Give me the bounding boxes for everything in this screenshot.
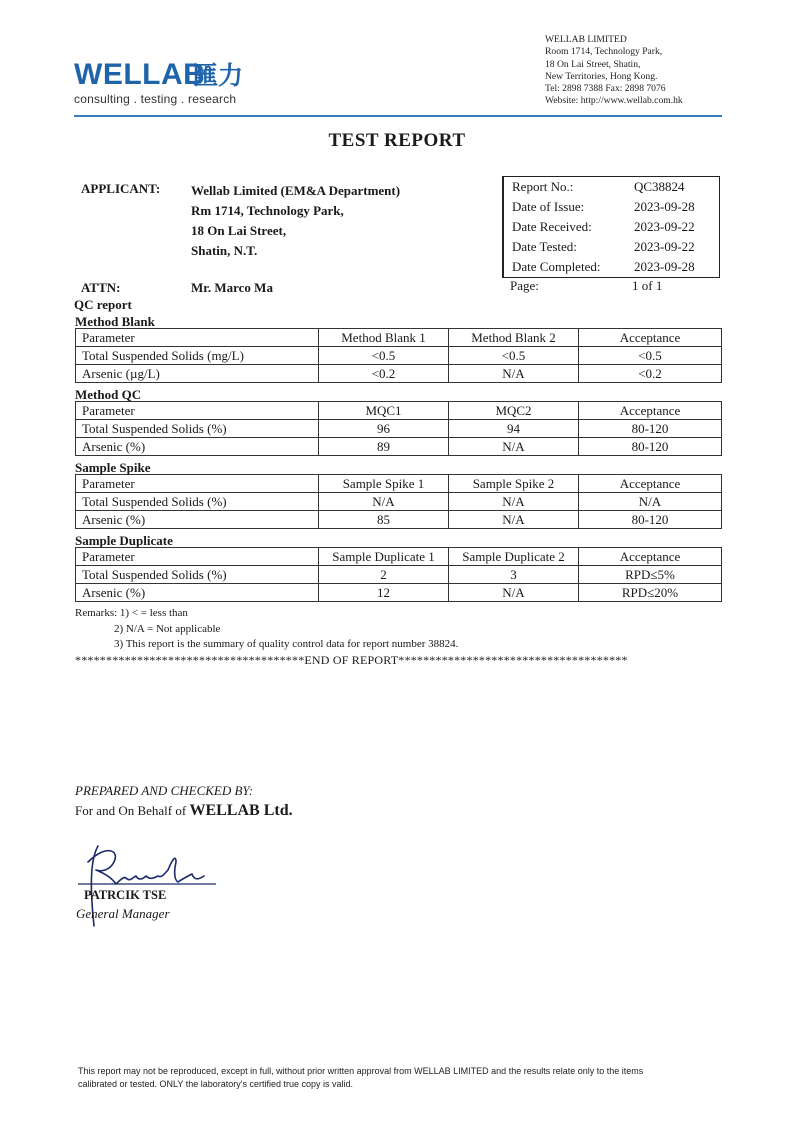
prepared-checked-label: PREPARED AND CHECKED BY: — [75, 783, 254, 798]
table-cell: <0.5 — [449, 347, 579, 365]
table-cell: RPD≤5% — [579, 566, 722, 584]
table-cell: Arsenic (%) — [76, 438, 319, 456]
table-cell: Total Suspended Solids (%) — [76, 420, 319, 438]
tested-date-row — [504, 237, 719, 257]
completed-date-row — [504, 257, 719, 277]
received-date-row — [504, 217, 719, 237]
method-blank-title: Method Blank — [75, 314, 155, 329]
table-row — [76, 584, 722, 602]
table-cell: N/A — [449, 584, 579, 602]
signatory-name: PATRCIK TSE — [84, 888, 167, 902]
sample-duplicate-table — [75, 547, 722, 602]
table-cell: N/A — [579, 493, 722, 511]
method-blank-table — [75, 328, 722, 383]
report-number-row — [504, 177, 719, 197]
applicant-line: Rm 1714, Technology Park, — [191, 203, 344, 218]
applicant-line: Wellab Limited (EM&A Department) — [191, 183, 401, 198]
issue-date-row — [504, 197, 719, 217]
table-cell: 89 — [319, 438, 449, 456]
table-cell: <0.2 — [579, 365, 722, 383]
table-cell: Total Suspended Solids (%) — [76, 493, 319, 511]
header-cell: Parameter — [76, 329, 319, 347]
applicant-address — [191, 181, 400, 261]
on-behalf-line — [75, 802, 293, 820]
table-cell: 96 — [319, 420, 449, 438]
attn-label: ATTN: — [81, 280, 121, 295]
table-cell: Total Suspended Solids (mg/L) — [76, 347, 319, 365]
page-title: TEST REPORT — [328, 130, 466, 151]
table-row — [76, 511, 722, 529]
tested-date-label: Date Tested: — [512, 239, 577, 254]
attn-value: Mr. Marco Ma — [191, 280, 273, 295]
applicant-label: APPLICANT: — [81, 181, 161, 196]
table-cell: Arsenic (µg/L) — [76, 365, 319, 383]
company-line: Tel: 2898 7388 Fax: 2898 7076 — [545, 83, 666, 95]
table-header-row — [76, 475, 722, 493]
applicant-line: 18 On Lai Street, — [191, 223, 287, 238]
table-cell: 2 — [319, 566, 449, 584]
table-header-row — [76, 402, 722, 420]
sample-spike-table — [75, 474, 722, 529]
header-cell: Parameter — [76, 475, 319, 493]
page-number-row — [502, 276, 717, 296]
header-cell: MQC1 — [319, 402, 449, 420]
company-line: New Territories, Hong Kong. — [545, 70, 658, 82]
received-date-label: Date Received: — [512, 219, 592, 234]
remark-line: 2) N/A = Not applicable — [114, 622, 221, 635]
table-header-row — [76, 548, 722, 566]
on-behalf-company: WELLAB Ltd. — [189, 802, 293, 819]
report-info-box — [502, 176, 720, 278]
table-cell: 80-120 — [579, 438, 722, 456]
header-cell: Sample Spike 1 — [319, 475, 449, 493]
header-divider — [74, 115, 722, 117]
table-row — [76, 493, 722, 511]
page-value: 1 of 1 — [632, 278, 663, 293]
table-cell: 80-120 — [579, 511, 722, 529]
method-qc-title: Method QC — [75, 387, 142, 402]
table-row — [76, 438, 722, 456]
table-cell: 80-120 — [579, 420, 722, 438]
company-line: Website: http://www.wellab.com.hk — [545, 95, 683, 107]
table-cell: <0.2 — [319, 365, 449, 383]
table-row — [76, 365, 722, 383]
sample-duplicate-title: Sample Duplicate — [75, 533, 173, 548]
table-row — [76, 347, 722, 365]
method-qc-table — [75, 401, 722, 456]
header-cell: Sample Spike 2 — [449, 475, 579, 493]
table-cell: N/A — [449, 493, 579, 511]
remark-line: Remarks: 1) < = less than — [75, 607, 188, 619]
table-row — [76, 420, 722, 438]
sample-spike-title: Sample Spike — [75, 460, 151, 475]
header-cell: Acceptance — [579, 475, 722, 493]
table-cell: <0.5 — [579, 347, 722, 365]
table-header-row — [76, 329, 722, 347]
header-cell: Sample Duplicate 1 — [319, 548, 449, 566]
company-line: WELLAB LIMITED — [545, 34, 627, 45]
received-date-value: 2023-09-22 — [634, 219, 695, 234]
company-line: 18 On Lai Street, Shatin, — [545, 58, 641, 70]
header-cell: Sample Duplicate 2 — [449, 548, 579, 566]
header-cell: Acceptance — [579, 402, 722, 420]
header-cell: MQC2 — [449, 402, 579, 420]
table-cell: N/A — [319, 493, 449, 511]
footer-line: This report may not be reproduced, except in full, without prior written approval from WELLAB LIMITED and the results relate only to the items — [78, 1066, 644, 1076]
header-cell: Method Blank 2 — [449, 329, 579, 347]
table-row — [76, 566, 722, 584]
table-cell: 85 — [319, 511, 449, 529]
remark-line: 3) This report is the summary of quality control data for report number 38824. — [114, 638, 459, 650]
table-cell: N/A — [449, 438, 579, 456]
table-cell: N/A — [449, 365, 579, 383]
completed-date-value: 2023-09-28 — [634, 259, 695, 274]
wellab-logo: WELLAB — [74, 58, 206, 91]
table-cell: Total Suspended Solids (%) — [76, 566, 319, 584]
report-number-value: QC38824 — [634, 179, 685, 194]
header-cell: Method Blank 1 — [319, 329, 449, 347]
table-cell: Arsenic (%) — [76, 511, 319, 529]
page-label: Page: — [510, 278, 539, 293]
logo-tagline: consulting . testing . research — [74, 92, 237, 106]
table-cell: 3 — [449, 566, 579, 584]
issue-date-value: 2023-09-28 — [634, 199, 695, 214]
table-cell: 12 — [319, 584, 449, 602]
issue-date-label: Date of Issue: — [512, 199, 585, 214]
on-behalf-prefix: For and On Behalf of — [75, 803, 190, 818]
wellab-logo-cjk: 匯力 — [193, 61, 244, 90]
table-cell: N/A — [449, 511, 579, 529]
table-cell: 94 — [449, 420, 579, 438]
company-address-block — [545, 34, 683, 108]
applicant-line: Shatin, N.T. — [191, 243, 258, 258]
qc-report-title: QC report — [74, 297, 132, 312]
header-cell: Parameter — [76, 402, 319, 420]
company-line: Room 1714, Technology Park, — [545, 46, 663, 58]
remarks — [75, 606, 458, 653]
table-cell: RPD≤20% — [579, 584, 722, 602]
report-number-label: Report No.: — [512, 179, 574, 194]
tested-date-value: 2023-09-22 — [634, 239, 695, 254]
table-cell: Arsenic (%) — [76, 584, 319, 602]
header-cell: Acceptance — [579, 548, 722, 566]
footer-disclaimer — [78, 1065, 643, 1091]
end-of-report: *************************************END OF REPORT************************************* — [75, 653, 628, 667]
signatory-title: General Manager — [76, 906, 170, 921]
completed-date-label: Date Completed: — [512, 259, 601, 274]
header-cell: Acceptance — [579, 329, 722, 347]
header-cell: Parameter — [76, 548, 319, 566]
footer-line: calibrated or tested. ONLY the laboratory's certified true copy is valid. — [78, 1079, 354, 1089]
table-cell: <0.5 — [319, 347, 449, 365]
